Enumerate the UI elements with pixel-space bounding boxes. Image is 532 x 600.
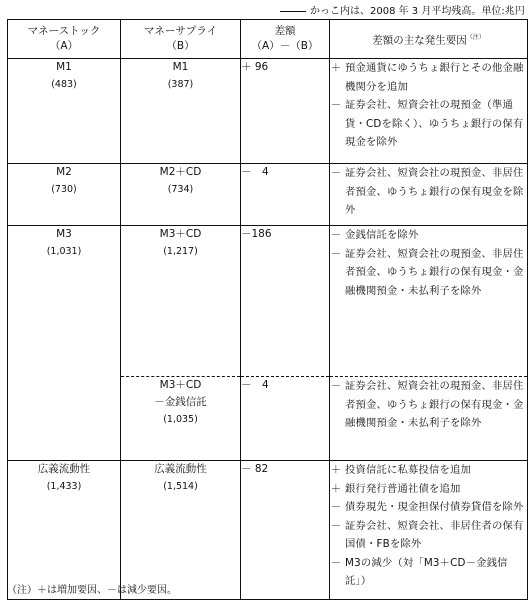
header-reasons-label: 差額の主な発生要因	[372, 34, 467, 47]
m2-stock-name: M2	[56, 166, 72, 178]
m3-stock-value: (1,031)	[46, 246, 82, 257]
broad-supply-cell	[121, 461, 241, 600]
m2-supply-value: (734)	[167, 184, 194, 195]
m2-reasons	[330, 164, 528, 226]
broad-supply-name: 広義流動性	[154, 463, 207, 475]
reason-item	[330, 554, 527, 591]
m3-supply-trust-value: (1,035)	[163, 414, 198, 425]
m3-stock-name: M3	[56, 228, 72, 240]
reason-text: 債券現先・現金担保付債券貸借を除外	[345, 501, 524, 513]
table-row-m1	[8, 59, 528, 164]
reason-text: 証券会社、短資会社、非居住者の保有国債・FBを除外	[345, 519, 524, 550]
m1-supply-name: M1	[172, 61, 189, 73]
reason-sign: －	[330, 167, 342, 179]
reason-sign: －	[330, 99, 342, 111]
header-money-supply-label: マネーサプライ	[143, 25, 218, 37]
m3-supply-trust-line1: M3＋CD	[159, 379, 202, 391]
header-difference-formula: （A）－（B）	[251, 40, 319, 52]
m3-supply-trust-cell	[121, 377, 241, 461]
reason-text: 証券会社、短資会社の現預金（準通貨・CDを除く）、ゆうちょ銀行の保有現金を除外	[345, 99, 524, 148]
reason-item	[330, 461, 527, 480]
m1-stock-value: (483)	[51, 79, 77, 90]
broad-stock-value: (1,433)	[46, 481, 82, 492]
m1-supply-cell	[121, 59, 241, 164]
m1-difference: ＋ 96	[241, 59, 330, 164]
m1-stock-cell	[8, 59, 121, 164]
unit-note-text: かっこ内は、2008 年 3 月平均残高。単位:兆円	[310, 6, 525, 17]
reason-sign: －	[330, 247, 342, 260]
reason-sign: －	[330, 556, 342, 569]
reason-item	[330, 164, 527, 220]
broad-stock-name: 広義流動性	[37, 463, 91, 475]
m3-supply-trust-line2: －金銭信託	[154, 396, 207, 408]
m2-supply-name: M2＋CD	[159, 166, 202, 178]
reason-sign: －	[330, 229, 342, 241]
reason-item	[330, 517, 527, 554]
header-money-stock-label: マネーストック	[27, 25, 101, 37]
header-money-supply	[121, 20, 241, 59]
reason-item	[330, 59, 527, 96]
m2-stock-value: (730)	[51, 184, 77, 195]
m3-trust-difference: － 4	[241, 377, 330, 461]
header-difference	[241, 20, 330, 59]
m3-supply-cd-cell	[121, 226, 241, 377]
reason-sign: －	[330, 380, 342, 392]
m1-stock-name: M1	[56, 61, 72, 73]
m1-reasons	[330, 59, 528, 164]
reason-item	[330, 480, 527, 499]
footnote: （注）＋は増加要因、－は減少要因。	[7, 585, 177, 596]
m3-cd-reasons	[330, 226, 528, 377]
header-reasons	[330, 20, 528, 59]
m3-trust-reasons	[330, 377, 528, 461]
header-difference-label: 差額	[274, 25, 296, 37]
reason-text: 証券会社、短資会社の現預金、非居住者預金、ゆうちょ銀行の保有現金・金融機関預金・未払利子を除外	[345, 247, 524, 297]
reason-sign: ＋	[330, 62, 342, 74]
broad-supply-value: (1,514)	[163, 481, 198, 492]
reason-sign: ＋	[330, 464, 342, 476]
header-money-stock-code: （A）	[49, 40, 79, 52]
reason-item	[330, 226, 527, 245]
m2-difference: － 4	[241, 164, 330, 226]
reason-sign: ＋	[330, 482, 342, 495]
m2-supply-cell	[121, 164, 241, 226]
reason-text: 預金通貨にゆうちょ銀行とその他金融機関分を追加	[345, 62, 524, 93]
broad-difference: － 82	[241, 461, 330, 600]
m1-supply-value: (387)	[167, 79, 194, 90]
m3-supply-cd-value: (1,217)	[163, 246, 198, 257]
reason-text: 銀行発行普通社債を追加	[345, 482, 461, 495]
reason-text: 証券会社、短資会社の現預金、非居住者預金、ゆうちょ銀行の保有現金を除外	[345, 167, 524, 216]
header-money-stock	[8, 20, 121, 59]
reason-text: M3の減少（対「M3＋CD－金銭信託」）	[345, 556, 508, 587]
table-row-m2	[8, 164, 528, 226]
table-row-broad-liquidity	[8, 461, 528, 600]
broad-reasons	[330, 461, 528, 600]
m3-cd-difference: －186	[241, 226, 330, 377]
table-row-m3	[8, 226, 528, 377]
m3-supply-cd-name: M3＋CD	[159, 228, 202, 240]
note-dash	[280, 11, 306, 12]
header-row	[8, 20, 528, 59]
reason-item	[330, 377, 527, 433]
reason-item	[330, 96, 527, 152]
header-reasons-note-mark: （注）	[466, 33, 485, 41]
reason-sign: －	[330, 519, 342, 532]
m3-stock-cell	[8, 226, 121, 461]
reason-item	[330, 498, 527, 517]
reason-text: 投資信託に私募投信を追加	[345, 464, 471, 476]
money-comparison-table	[7, 19, 528, 600]
reason-text: 証券会社、短資会社の現預金、非居住者預金、ゆうちょ銀行の保有現金・金融機関預金・未払利子を除外	[345, 380, 524, 429]
m2-stock-cell	[8, 164, 121, 226]
reason-item	[330, 245, 527, 301]
broad-stock-cell	[8, 461, 121, 600]
header-money-supply-code: （B）	[166, 40, 195, 52]
unit-note	[280, 2, 525, 17]
reason-sign: －	[330, 501, 342, 513]
reason-text: 金銭信託を除外	[345, 229, 419, 241]
